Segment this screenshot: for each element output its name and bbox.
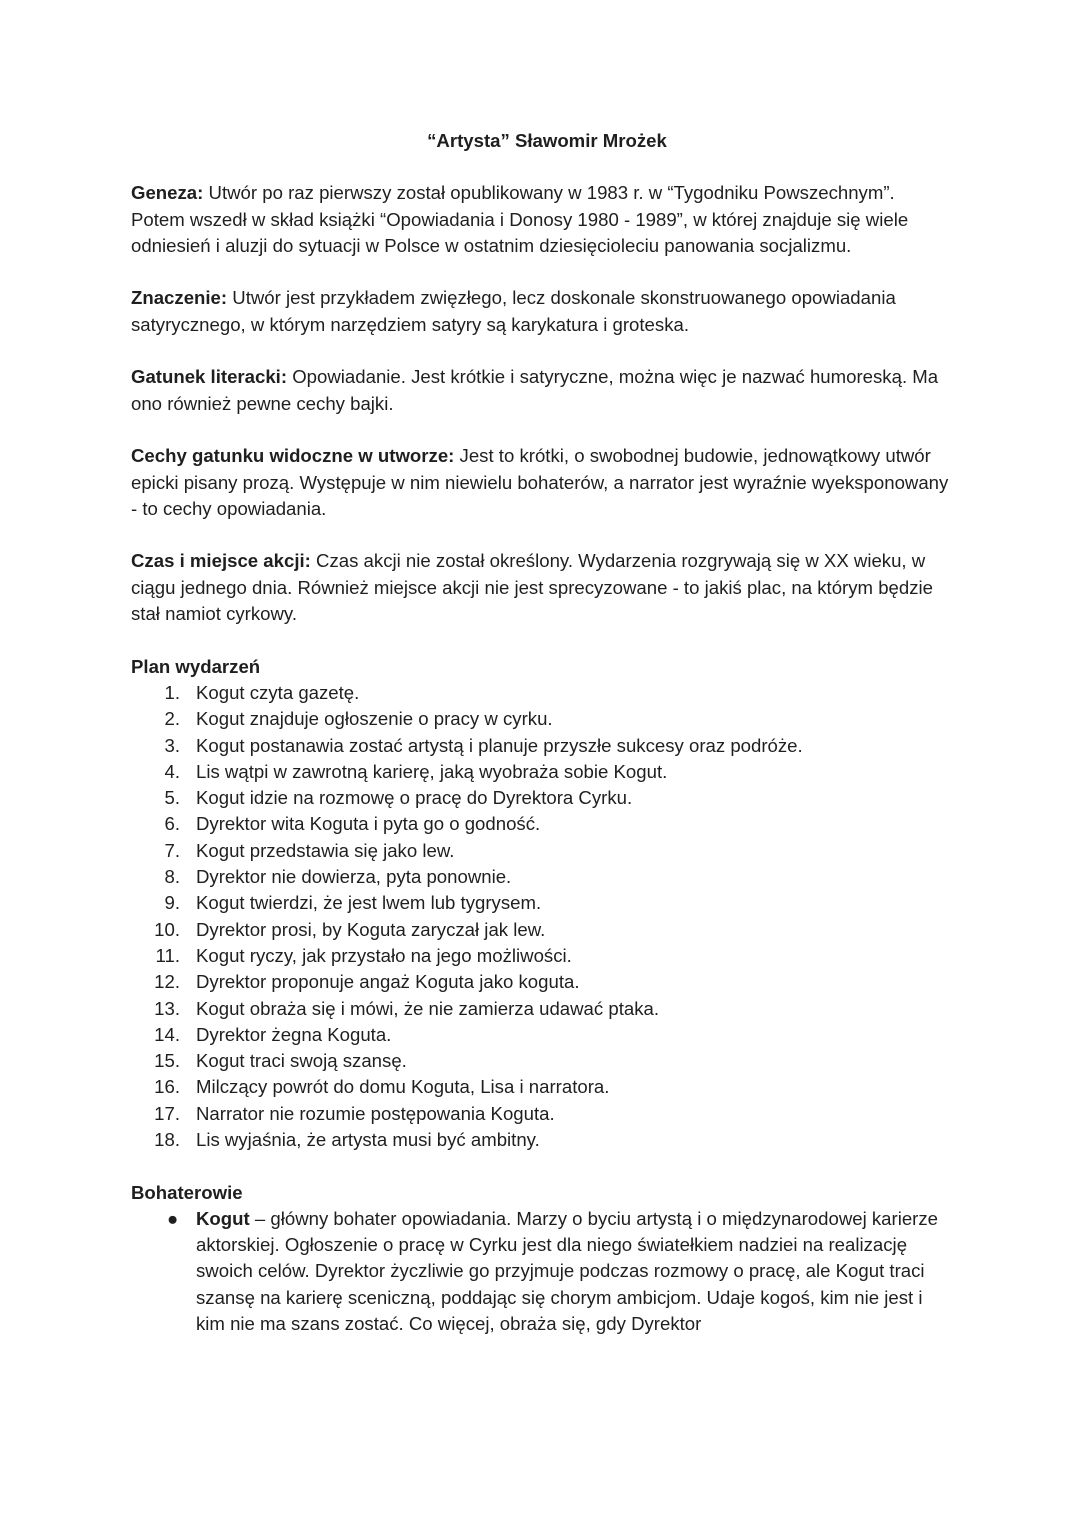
heroes-heading: Bohaterowie xyxy=(131,1181,243,1203)
list-text: Kogut przedstawia się jako lew. xyxy=(196,839,455,861)
list-text: Kogut czyta gazetę. xyxy=(196,681,360,703)
list-item xyxy=(131,838,951,864)
section-label: Gatunek literacki: xyxy=(131,366,288,388)
list-number: 6. xyxy=(164,813,180,835)
list-item xyxy=(131,785,951,811)
list-number: 2. xyxy=(164,708,180,730)
list-item xyxy=(131,1048,951,1074)
section-geneza xyxy=(131,180,951,259)
list-text: Dyrektor proponuje angaż Koguta jako koguta. xyxy=(196,971,580,993)
hero-description: – główny bohater opowiadania. Marzy o byciu artystą i o międzynarodowej karierze aktorskiej. Ogłoszenie o pracę w Cyrku jest dla niego światełkiem nadziei na realizację swoich celów. Dyrektor życzliwie go przyjmuje podczas rozmowy o pracę, ale Kogut traci szansę na karierę sceniczną, poddając się chorym ambicjom. Udaje kogoś, kim nie jest i kim nie ma szans zostać. Co więcej, obraża się, gdy Dyrektor xyxy=(196,1207,939,1335)
section-cechy-gatunku xyxy=(131,443,951,522)
document-page xyxy=(131,128,951,1337)
list-item xyxy=(131,1127,951,1153)
list-text: Kogut postanawia zostać artystą i planuje przyszłe sukcesy oraz podróże. xyxy=(196,734,803,756)
list-number: 18. xyxy=(154,1128,180,1150)
list-text: Lis wyjaśnia, że artysta musi być ambitny. xyxy=(196,1128,540,1150)
list-number: 15. xyxy=(154,1050,180,1072)
hero-name: Kogut xyxy=(196,1207,250,1229)
section-label: Znaczenie: xyxy=(131,287,228,309)
list-text: Dyrektor nie dowierza, pyta ponownie. xyxy=(196,866,512,888)
section-text: Jest to krótki, o swobodnej budowie, jednowątkowy utwór epicki pisany prozą. Występuje w nim niewielu bohaterów, a narrator jest wyraźnie wyeksponowany - to cechy opowiadania. xyxy=(131,445,949,519)
list-text: Kogut idzie na rozmowę o pracę do Dyrektora Cyrku. xyxy=(196,787,633,809)
list-text: Dyrektor prosi, by Koguta zaryczał jak lew. xyxy=(196,918,546,940)
list-number: 3. xyxy=(164,734,180,756)
list-text: Narrator nie rozumie postępowania Koguta. xyxy=(196,1102,555,1124)
list-item xyxy=(131,943,951,969)
list-number: 10. xyxy=(154,918,180,940)
plan-heading: Plan wydarzeń xyxy=(131,655,261,677)
section-gatunek xyxy=(131,364,951,417)
list-text: Kogut znajduje ogłoszenie o pracy w cyrku. xyxy=(196,708,553,730)
list-text: Dyrektor wita Koguta i pyta go o godność. xyxy=(196,813,541,835)
list-text: Dyrektor żegna Koguta. xyxy=(196,1023,392,1045)
list-item xyxy=(131,1206,951,1337)
section-text: Utwór po raz pierwszy został opublikowany w 1983 r. w “Tygodniku Powszechnym”. Potem wszedł w skład książki “Opowiadania i Donosy 1980 - 1989”, w której znajduje się wiele odniesień i aluzji do sytuacji w Polsce w ostatnim dziesięcioleciu panowania socjalizmu. xyxy=(131,182,909,256)
list-item xyxy=(131,864,951,890)
bullet-icon: ● xyxy=(167,1207,179,1229)
list-number: 11. xyxy=(155,944,180,966)
list-number: 13. xyxy=(154,997,180,1019)
section-label: Cechy gatunku widoczne w utworze: xyxy=(131,445,455,467)
list-number: 17. xyxy=(154,1102,180,1124)
list-item xyxy=(131,917,951,943)
section-label: Czas i miejsce akcji: xyxy=(131,550,311,572)
document-title: “Artysta” Sławomir Mrożek xyxy=(427,130,667,151)
list-item xyxy=(131,759,951,785)
list-text: Kogut ryczy, jak przystało na jego możliwości. xyxy=(196,944,572,966)
list-number: 5. xyxy=(164,787,180,809)
section-czas-miejsce xyxy=(131,548,951,627)
list-number: 16. xyxy=(154,1076,180,1098)
list-number: 7. xyxy=(164,839,180,861)
list-item xyxy=(131,969,951,995)
list-number: 8. xyxy=(164,866,180,888)
list-number: 4. xyxy=(164,760,180,782)
section-text: Czas akcji nie został określony. Wydarzenia rozgrywają się w XX wieku, w ciągu jednego dnia. Również miejsce akcji nie jest sprecyzowane - to jakiś plac, na którym będzie stał namiot cyrkowy. xyxy=(131,550,933,625)
list-item xyxy=(131,1022,951,1048)
list-item xyxy=(131,706,951,732)
list-item xyxy=(131,680,951,706)
list-text: Kogut traci swoją szansę. xyxy=(196,1050,407,1072)
list-item xyxy=(131,890,951,916)
list-text: Kogut obraża się i mówi, że nie zamierza udawać ptaka. xyxy=(196,997,660,1019)
plan-list xyxy=(131,680,951,1153)
list-item xyxy=(131,811,951,837)
list-item xyxy=(131,1101,951,1127)
heroes-list xyxy=(131,1206,951,1337)
section-text: Utwór jest przykładem zwięzłego, lecz doskonale skonstruowanego opowiadania satyrycznego, w którym narzędziem satyry są karykatura i groteska. xyxy=(131,287,896,335)
list-item xyxy=(131,733,951,759)
list-item xyxy=(131,996,951,1022)
list-item xyxy=(131,1074,951,1100)
list-text: Milczący powrót do domu Koguta, Lisa i narratora. xyxy=(196,1076,610,1098)
list-text: Lis wątpi w zawrotną karierę, jaką wyobraża sobie Kogut. xyxy=(196,760,668,782)
section-label: Geneza: xyxy=(131,182,204,204)
list-number: 14. xyxy=(154,1023,180,1045)
list-number: 12. xyxy=(154,971,180,993)
list-number: 1. xyxy=(164,681,180,703)
section-znaczenie xyxy=(131,285,951,338)
list-number: 9. xyxy=(164,892,180,914)
list-text: Kogut twierdzi, że jest lwem lub tygrysem. xyxy=(196,892,542,914)
section-text: Opowiadanie. Jest krótkie i satyryczne, można więc je nazwać humoreską. Ma ono również pewne cechy bajki. xyxy=(131,366,939,414)
